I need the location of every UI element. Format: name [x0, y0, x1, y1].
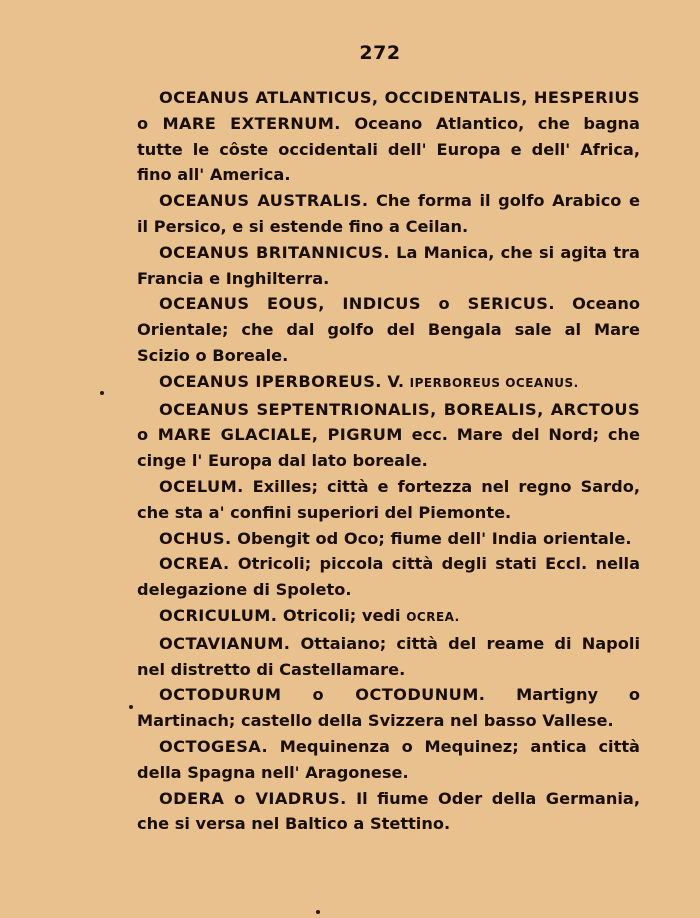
entry-definition: Martigny o Martinach; castello della Svizzera nel basso Vallese.: [137, 685, 640, 731]
entry-oceanus-australis: [137, 188, 640, 240]
entry-cross-reference: OCREA.: [406, 609, 460, 624]
entry-definition: Oceano Orientale; che dal golfo del Bengala sale al Mare Scizio o Boreale.: [137, 294, 640, 365]
entry-definition: Che forma il golfo Arabico e il Persico, e si estende fino a Ceilan.: [137, 191, 640, 236]
entry-ochus: [137, 526, 640, 552]
entry-definition: Otricoli; piccola città degli stati Eccl. nella delegazione di Spoleto.: [137, 554, 640, 600]
entry-headword: OCTOGESA.: [159, 736, 269, 756]
entry-headword: OCEANUS ATLANTICUS, OCCIDENTALIS, HESPERIUS o MARE EXTERNUM.: [137, 88, 640, 133]
entry-oceanus-eous: [137, 291, 640, 368]
entry-definition: Mequinenza o Mequinez; antica città della Spagna nell' Aragonese.: [137, 736, 640, 782]
entry-headword: OCEANUS SEPTENTRIONALIS, BOREALIS, ARCTOUS o MARE GLACIALE, PIGRUM: [137, 399, 640, 445]
entry-headword: OCTODURUM o OCTODUNUM.: [159, 685, 486, 705]
dictionary-column: [137, 85, 640, 837]
entry-definition: ecc. Mare del Nord; che cinge l' Europa dal lato boreale.: [137, 425, 640, 471]
entry-definition: Oceano Atlantico, che bagna tutte le côste occidentali dell' Europa e dell' Africa, fino all' America.: [137, 113, 640, 185]
entry-definition: Ottaiano; città del reame di Napoli nel distretto di Castellamare.: [137, 633, 640, 679]
entry-oceanus-britannicus: [137, 240, 640, 292]
entry-headword: OCEANUS EOUS, INDICUS o SERICUS.: [159, 294, 555, 314]
entry-octodurum: [137, 682, 640, 734]
margin-dot: [316, 910, 320, 914]
entry-headword: OCEANUS IPERBOREUS.: [159, 371, 382, 391]
entry-cross-reference: IPERBOREUS OCEANUS.: [409, 375, 579, 390]
entry-headword: OCEANUS AUSTRALIS.: [159, 191, 369, 211]
entry-ocelum: [137, 474, 640, 526]
entry-definition: Exilles; città e fortezza nel regno Sardo, che sta a' confini superiori del Piemonte.: [137, 476, 640, 522]
entry-definition: Otricoli; vedi: [277, 605, 407, 625]
entry-octavianum: [137, 631, 640, 683]
entry-oceanus-atlanticus: [137, 85, 640, 188]
entry-odera: [137, 786, 640, 838]
entry-headword: ODERA o VIADRUS.: [159, 788, 347, 808]
margin-dot: [100, 391, 104, 395]
entry-headword: OCEANUS BRITANNICUS.: [159, 242, 390, 262]
page-number: 272: [359, 42, 401, 64]
entry-definition: Obengit od Oco; fiume dell' India orientale.: [231, 528, 632, 548]
margin-dot: [129, 705, 133, 709]
entry-definition: Il fiume Oder della Germania, che si versa nel Baltico a Stettino.: [137, 788, 640, 834]
entry-ocrea: [137, 551, 640, 603]
entry-oceanus-iperboreus: [137, 369, 640, 397]
entry-headword: OCTAVIANUM.: [159, 633, 291, 653]
entry-headword: OCRICULUM.: [159, 605, 278, 625]
entry-headword: OCREA.: [159, 554, 230, 574]
entry-definition: La Manica, che si agita tra Francia e Inghilterra.: [137, 242, 640, 288]
entry-ocriculum: [137, 603, 640, 631]
entry-oceanus-septentrionalis: [137, 397, 640, 474]
entry-headword: OCELUM.: [159, 476, 244, 496]
entry-definition: V.: [381, 371, 410, 391]
entry-octogesa: [137, 734, 640, 786]
entry-headword: OCHUS.: [159, 528, 232, 548]
